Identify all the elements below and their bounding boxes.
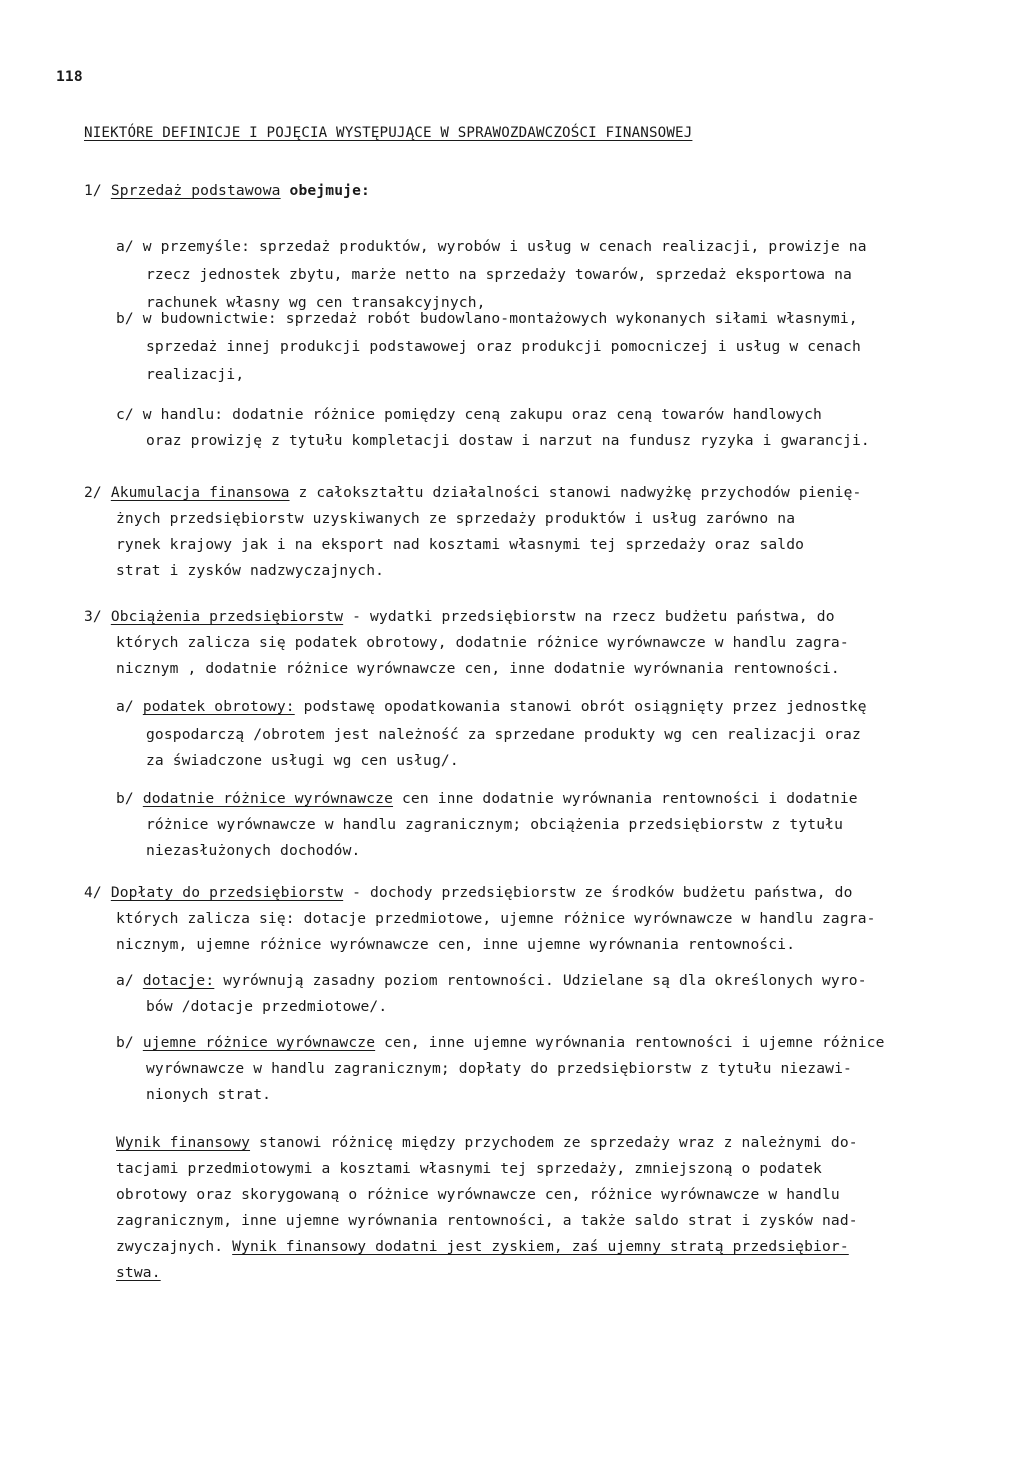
section-3b-prefix: b/ (116, 790, 134, 807)
section-2-text-1: z całokształtu działalności stanowi nadwyżkę przychodów pienię- (298, 484, 862, 501)
section-3b-line-2: różnice wyrównawcze w handlu zagranicznym; obciążenia przedsiębiorstw z tytułu (146, 816, 844, 833)
section-4a-line-2: bów /dotacje przedmiotowe/. (146, 998, 388, 1015)
section-2-line-1 (84, 484, 861, 502)
section-3-line-3: nicznym , dodatnie różnice wyrównawcze cen, inne dodatnie wyrównania rentowności. (116, 660, 840, 677)
section-3-line-2: których zalicza się podatek obrotowy, dodatnie różnice wyrównawcze w handlu zagra- (116, 634, 849, 651)
section-4-line-1 (84, 884, 853, 902)
section-1a-line-3: rachunek własny wg cen transakcyjnych, (146, 294, 486, 311)
section-5-text-5a: zwyczajnych. (116, 1238, 224, 1255)
section-3a-term: podatek obrotowy: (142, 698, 295, 715)
section-3a-line-2: gospodarczą /obrotem jest należność za sprzedane produkty wg cen realizacji oraz (146, 726, 861, 743)
section-4a-text-1: wyrównują zasadny poziom rentowności. Udzielane są dla określonych wyro- (223, 972, 867, 989)
document-title: NIEKTÓRE DEFINICJE I POJĘCIA WYSTĘPUJĄCE W SPRAWOZDAWCZOŚCI FINANSOWEJ (84, 125, 693, 141)
section-5-line-4: zagranicznym, inne ujemne wyrównania rentowności, a także saldo strat i zysków nad- (116, 1212, 858, 1229)
section-4a-prefix: a/ (116, 972, 134, 989)
section-1b-line-3: realizacji, (146, 366, 245, 383)
section-4-text-1: - dochody przedsiębiorstw ze środków budżetu państwa, do (352, 884, 853, 901)
section-1a-line-2: rzecz jednostek zbytu, marże netto na sprzedaży towarów, sprzedaż eksportowa na (146, 266, 852, 283)
section-2-line-3: rynek krajowy jak i na eksport nad kosztami własnymi tej sprzedaży oraz saldo (116, 536, 805, 553)
section-4-line-3: nicznym, ujemne różnice wyrównawcze cen, inne ujemne wyrównania rentowności. (116, 936, 796, 953)
section-2-term: Akumulacja finansowa (110, 484, 290, 501)
section-3-text-1: - wydatki przedsiębiorstw na rzecz budżetu państwa, do (352, 608, 835, 625)
section-4b-term: ujemne różnice wyrównawcze (142, 1034, 376, 1051)
section-3b-line-1 (116, 790, 858, 808)
section-3a-text-1: podstawę opodatkowania stanowi obrót osiągnięty przez jednostkę (303, 698, 867, 715)
section-3a-prefix: a/ (116, 698, 134, 715)
section-1a-line-1: a/ w przemyśle: sprzedaż produktów, wyrobów i usług w cenach realizacji, prowizje na (116, 238, 867, 255)
section-3b-term: dodatnie różnice wyrównawcze (142, 790, 394, 807)
section-4b-line-2: wyrównawcze w handlu zagranicznym; dopłaty do przedsiębiorstw z tytułu niezawi- (146, 1060, 852, 1077)
section-3-number: 3/ (84, 608, 102, 625)
section-5-line-2: tacjami przedmiotowymi a kosztami własnymi tej sprzedaży, zmniejszoną o podatek (116, 1160, 822, 1177)
section-5-line-1 (116, 1134, 858, 1152)
section-4b-text-1: cen, inne ujemne wyrównania rentowności i ujemne różnice (384, 1034, 885, 1051)
section-4b-line-1 (116, 1034, 885, 1052)
page-number: 118 (56, 68, 83, 85)
section-5-line-3: obrotowy oraz skorygowaną o różnice wyrównawcze cen, różnice wyrównawcze w handlu (116, 1186, 840, 1203)
section-4b-line-3: nionych strat. (146, 1086, 272, 1103)
section-1b-line-2: sprzedaż innej produkcji podstawowej oraz produkcji pomocniczej i usług w cenach (146, 338, 861, 355)
section-4-term: Dopłaty do przedsiębiorstw (110, 884, 344, 901)
section-2-number: 2/ (84, 484, 102, 501)
section-5-line-5 (116, 1238, 849, 1256)
section-5-line-6: stwa. (116, 1264, 161, 1281)
section-1c-line-2: oraz prowizję z tytułu kompletacji dostaw i narzut na fundusz ryzyka i gwarancji. (146, 432, 870, 449)
section-2-line-4: strat i zysków nadzwyczajnych. (116, 562, 385, 579)
section-4a-line-1 (116, 972, 867, 990)
section-1b-line-1: b/ w budownictwie: sprzedaż robót budowlano-montażowych wykonanych siłami własnymi, (116, 310, 858, 327)
section-3b-text-1: cen inne dodatnie wyrównania rentowności i dodatnie (401, 790, 858, 807)
section-3a-line-3: za świadczone usługi wg cen usług/. (146, 752, 459, 769)
section-1c-line-1: c/ w handlu: dodatnie różnice pomiędzy ceną zakupu oraz ceną towarów handlowych (116, 406, 822, 423)
section-2-line-2: żnych przedsiębiorstw uzyskiwanych ze sprzedaży produktów i usług zarówno na (116, 510, 796, 527)
section-5-text-1: stanowi różnicę między przychodem ze sprzedaży wraz z należnymi do- (258, 1134, 858, 1151)
section-3-line-1 (84, 608, 835, 626)
section-4-number: 4/ (84, 884, 102, 901)
section-3b-line-3: niezasłużonych dochodów. (146, 842, 361, 859)
section-4b-prefix: b/ (116, 1034, 134, 1051)
section-4a-term: dotacje: (142, 972, 215, 989)
section-3a-line-1 (116, 698, 867, 716)
section-1-heading (84, 182, 370, 200)
section-1-term: Sprzedaż podstawowa (110, 182, 281, 199)
section-4-line-2: których zalicza się: dotacje przedmiotowe, ujemne różnice wyrównawcze w handlu zagra- (116, 910, 876, 927)
section-3-term: Obciążenia przedsiębiorstw (110, 608, 344, 625)
section-5-conclusion: Wynik finansowy dodatni jest zyskiem, zaś ujemny stratą przedsiębior- (232, 1238, 849, 1255)
section-5-term: Wynik finansowy (116, 1134, 251, 1151)
section-1-number: 1/ (84, 182, 102, 199)
section-1-intro: obejmuje: (289, 182, 370, 199)
